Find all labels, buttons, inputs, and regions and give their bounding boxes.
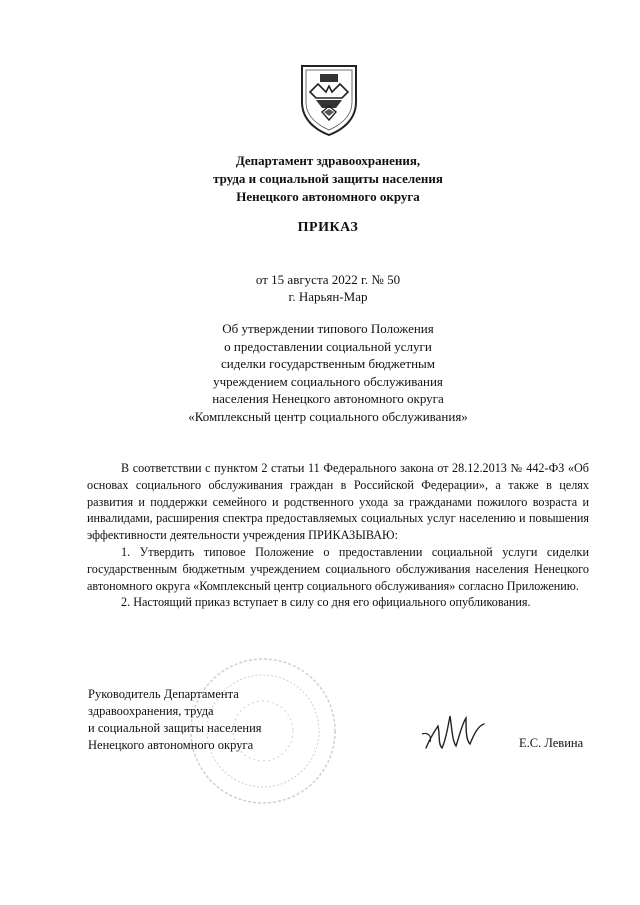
order-body bbox=[87, 460, 589, 611]
signature-title-line: Ненецкого автономного округа bbox=[88, 738, 254, 752]
header-line: труда и социальной защиты населения bbox=[213, 171, 443, 186]
order-subject bbox=[80, 320, 576, 425]
subject-line: Об утверждении типового Положения bbox=[222, 321, 434, 336]
signature-title-line: здравоохранения, труда bbox=[88, 704, 214, 718]
subject-line: о предоставлении социальной услуги bbox=[224, 338, 432, 354]
signature-title-line: Руководитель Департамента bbox=[88, 687, 239, 701]
department-header bbox=[80, 152, 576, 206]
order-date-block bbox=[80, 271, 576, 305]
subject-line: населения Ненецкого автономного округа bbox=[212, 391, 444, 406]
header-line: Ненецкого автономного округа bbox=[236, 189, 420, 204]
order-date: от 15 августа 2022 г. № 50 bbox=[255, 272, 401, 287]
handwritten-signature-icon bbox=[420, 704, 492, 756]
coat-of-arms-icon bbox=[296, 62, 362, 138]
signature-title-line: и социальной защиты населения bbox=[88, 721, 262, 735]
header-line: Департамент здравоохранения, bbox=[235, 153, 421, 168]
signature-title bbox=[88, 686, 262, 754]
body-paragraph-intro: В соответствии с пунктом 2 статьи 11 Федерального закона от 28.12.2013 № 442-ФЗ «Об основах социального обслуживания граждан в Российской Федерации», а также в целях развития и поддержки семейного и родственного ухода за гражданами пожилого возраста и инвалидами, расширения спектра предоставляемых социальных услуг населению и повышения эффективности деятельности учреждения ПРИКАЗЫВАЮ: bbox=[87, 461, 589, 543]
order-city: г. Нарьян-Мар bbox=[288, 289, 368, 304]
signatory-name: Е.С. Левина bbox=[519, 736, 584, 750]
body-paragraph-item-1: 1. Утвердить типовое Положение о предоставлении социальной услуги сиделки государственным бюджетным учреждением социального обслуживания населения Ненецкого автономного округа «Комплексный центр социального обслуживания» согласно Приложению. bbox=[87, 544, 589, 593]
subject-line: сиделки государственным бюджетным bbox=[221, 356, 435, 371]
subject-line: учреждением социального обслуживания bbox=[213, 373, 443, 389]
subject-line: «Комплексный центр социального обслуживания» bbox=[188, 408, 468, 424]
order-title: ПРИКАЗ bbox=[297, 220, 359, 235]
body-paragraph-item-2: 2. Настоящий приказ вступает в силу со дня его официального опубликования. bbox=[121, 595, 531, 610]
